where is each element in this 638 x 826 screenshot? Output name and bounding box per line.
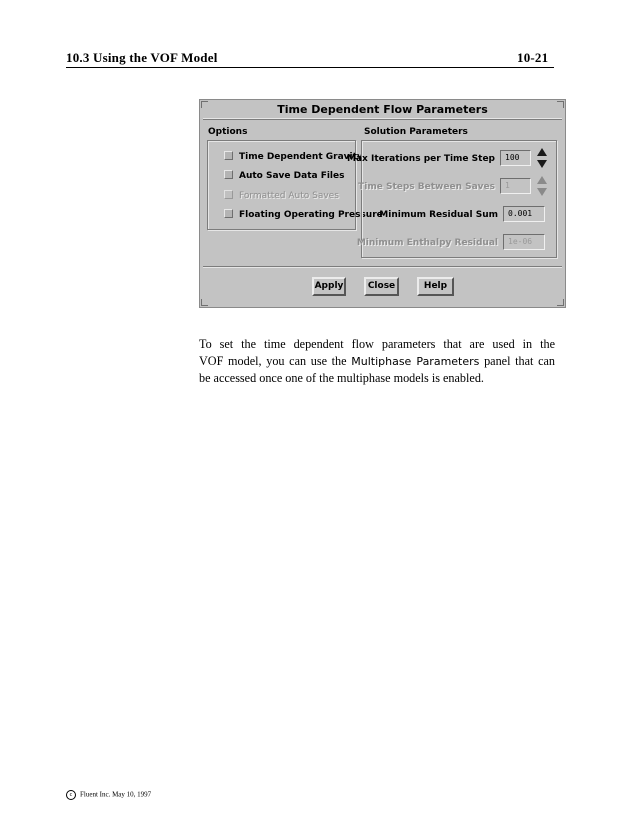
max-iterations-label: Max Iterations per Time Step	[347, 154, 495, 164]
minimum-enthalpy-residual-label: Minimum Enthalpy Residual	[356, 238, 498, 248]
dialog-title: Time Dependent Flow Parameters	[277, 103, 488, 116]
page-number: 10-21	[517, 50, 549, 65]
header-rule	[66, 67, 554, 68]
time-steps-between-saves-label: Time Steps Between Saves	[358, 182, 495, 192]
paragraph-text: panel that can	[484, 353, 555, 368]
section-title: 10.3 Using the VOF Model	[66, 50, 218, 65]
checkbox-indicator	[224, 151, 233, 160]
options-group	[207, 140, 383, 230]
help-button[interactable]: Help	[417, 277, 454, 296]
button-separator	[203, 266, 562, 268]
panel-name: Multiphase Parameters	[351, 354, 480, 368]
options-group-label: Options	[208, 127, 248, 137]
page-footer	[66, 790, 151, 800]
paragraph-text: VOF model, you can use the	[199, 353, 347, 368]
formatted-auto-saves-checkbox	[224, 190, 339, 202]
floating-operating-pressure-checkbox[interactable]	[224, 209, 383, 221]
checkbox-indicator	[224, 190, 233, 199]
resize-corner-bottom-right[interactable]	[557, 299, 564, 306]
body-paragraph	[199, 336, 555, 387]
minimum-enthalpy-residual-input: 1e-06	[503, 234, 545, 250]
minimum-residual-sum-label: Minimum Residual Sum	[379, 210, 498, 220]
solution-parameters-group-label: Solution Parameters	[364, 127, 468, 137]
checkbox-label: Auto Save Data Files	[239, 171, 345, 181]
time-steps-spinner	[537, 176, 547, 196]
copyright-icon: c	[66, 790, 76, 800]
arrow-down-icon	[537, 188, 547, 196]
paragraph-line	[199, 370, 555, 387]
checkbox-indicator	[224, 209, 233, 218]
arrow-down-icon[interactable]	[537, 160, 547, 168]
paragraph-text: be accessed once one of the multiphase models is enabled.	[199, 371, 484, 385]
auto-save-data-files-checkbox[interactable]	[224, 170, 344, 182]
checkbox-label: Floating Operating Pressure	[239, 210, 383, 220]
time-steps-between-saves-input: 1	[500, 178, 531, 194]
time-dependent-gravity-checkbox[interactable]	[224, 151, 363, 163]
checkbox-indicator	[224, 170, 233, 179]
checkbox-label: Formatted Auto Saves	[239, 191, 339, 201]
paragraph-text: To set the time dependent flow parameters that are used in the	[199, 337, 555, 351]
resize-corner-bottom-left[interactable]	[201, 299, 208, 306]
max-iterations-spinner[interactable]	[537, 148, 547, 168]
arrow-up-icon	[537, 176, 547, 184]
apply-button[interactable]: Apply	[312, 277, 346, 296]
arrow-up-icon[interactable]	[537, 148, 547, 156]
title-separator	[203, 118, 562, 120]
checkbox-label: Time Dependent Gravity	[239, 152, 363, 162]
close-button[interactable]: Close	[364, 277, 399, 296]
footer-text: Fluent Inc. May 10, 1997	[80, 790, 152, 799]
paragraph-line	[199, 353, 555, 371]
max-iterations-input[interactable]: 100	[500, 150, 531, 166]
time-dependent-flow-parameters-dialog	[199, 99, 566, 308]
minimum-residual-sum-input[interactable]: 0.001	[503, 206, 545, 222]
paragraph-line	[199, 336, 555, 353]
